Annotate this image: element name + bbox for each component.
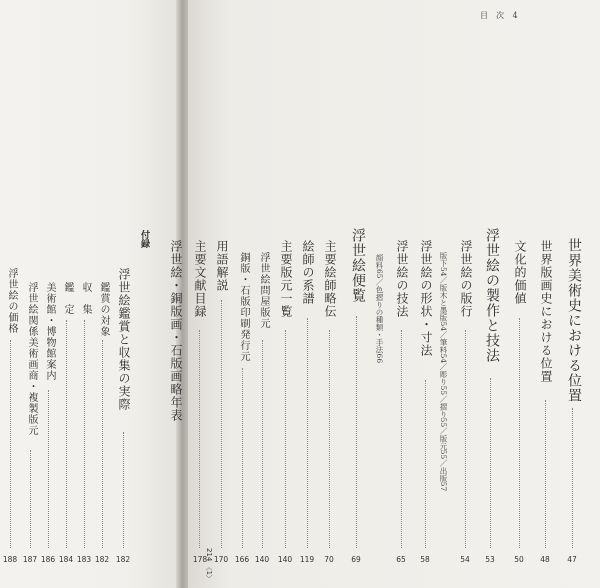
toc-page-number: 70 — [324, 555, 334, 564]
toc-entry[interactable]: 文化的価値 — [513, 240, 527, 305]
toc-page-number: 119 — [299, 555, 315, 564]
toc-entry[interactable]: 浮世絵・銅版画・石版画略年表 — [169, 240, 183, 422]
dot-leader — [10, 340, 11, 548]
toc-entry[interactable]: 用語解説 — [215, 240, 229, 292]
toc-page-number: 188 — [2, 555, 18, 564]
toc-page-number: 184 — [58, 555, 74, 564]
toc-entry[interactable]: 浮世絵の版行 — [459, 240, 473, 318]
toc-page-number: 186 — [40, 555, 56, 564]
appendix-label: 付録 — [139, 230, 149, 248]
toc-page-number: 214 〈1〉 — [205, 548, 213, 583]
dot-leader — [221, 300, 222, 548]
toc-entry[interactable]: 浮世絵の形状・寸法 — [419, 240, 433, 357]
toc-page-number: 50 — [514, 555, 524, 564]
dot-leader — [262, 340, 263, 548]
toc-page-number: 58 — [420, 555, 430, 564]
dot-leader — [66, 320, 67, 548]
dot-leader — [285, 330, 286, 548]
dot-leader — [30, 450, 31, 548]
toc-page-number: 48 — [540, 555, 550, 564]
dot-leader — [199, 330, 200, 548]
dot-leader — [242, 368, 243, 548]
dot-leader — [545, 400, 546, 548]
toc-entry[interactable]: 浮世絵の価格 — [6, 268, 17, 334]
header-page-number: 4 — [512, 11, 518, 20]
toc-subentry-list: 顔料65／色摺りの種類・手法66 — [375, 254, 384, 364]
dot-leader — [307, 318, 308, 548]
dot-leader — [356, 316, 357, 548]
toc-entry[interactable]: 浮世絵の技法 — [395, 240, 409, 318]
toc-entry[interactable]: 浮世絵便覧 — [350, 228, 366, 303]
running-header — [480, 10, 524, 21]
toc-entry[interactable]: 世界版画史における位置 — [539, 240, 553, 383]
toc-entry[interactable]: 主要版元一覧 — [279, 240, 293, 318]
toc-page-number: 170 — [213, 555, 229, 564]
toc-page-number: 140 — [254, 555, 270, 564]
toc-page-number: 178 — [192, 555, 208, 564]
toc-page-number: 182 — [115, 555, 131, 564]
toc-entry[interactable]: 鑑賞の対象 — [98, 282, 109, 337]
toc-page-number: 54 — [460, 555, 470, 564]
toc-entry[interactable]: 鑑 定 — [62, 282, 73, 315]
toc-entry[interactable]: 主要絵師略伝 — [323, 240, 337, 318]
toc-entry[interactable]: 収 集 — [80, 282, 91, 315]
toc-entry[interactable]: 浮世絵問屋版元 — [258, 252, 269, 329]
toc-entry[interactable]: 主要文献目録 — [193, 240, 207, 318]
dot-leader — [490, 378, 491, 548]
dot-leader — [519, 318, 520, 548]
dot-leader — [329, 330, 330, 548]
toc-entry[interactable]: 浮世絵鑑賞と収集の実際 — [117, 268, 131, 411]
dot-leader — [465, 330, 466, 548]
toc-entry[interactable]: 世界美術史における位置 — [566, 238, 582, 403]
dot-leader — [425, 380, 426, 548]
dot-leader — [123, 432, 124, 548]
toc-entry[interactable]: 浮世絵の製作と技法 — [484, 228, 500, 363]
toc-page-number: 65 — [396, 555, 406, 564]
toc-page-number: 47 — [567, 555, 577, 564]
dot-leader — [401, 330, 402, 548]
toc-entry[interactable]: 浮世絵関係美術画商・複製版元 — [26, 282, 37, 436]
toc-subentry-list: 版下54／版木と墨版54／筆料54／彫り55／摺り55／版元55／出版57 — [439, 252, 448, 492]
toc-page-number: 166 — [234, 555, 250, 564]
toc-entry[interactable]: 銅版・石版印刷発行元 — [238, 252, 249, 362]
dot-leader — [48, 390, 49, 548]
toc-page-number: 182 — [94, 555, 110, 564]
toc-page-number: 187 — [22, 555, 38, 564]
toc-entry[interactable]: 絵師の系譜 — [301, 240, 315, 305]
toc-page-number: 69 — [351, 555, 361, 564]
header-title: 目 次 — [480, 11, 504, 20]
toc-page-number: 53 — [485, 555, 495, 564]
dot-leader — [572, 408, 573, 548]
toc-entry[interactable]: 美術館・博物館案内 — [44, 282, 55, 381]
dot-leader — [102, 340, 103, 548]
dot-leader — [84, 320, 85, 548]
toc-page-number: 183 — [76, 555, 92, 564]
toc-page-number: 140 — [277, 555, 293, 564]
